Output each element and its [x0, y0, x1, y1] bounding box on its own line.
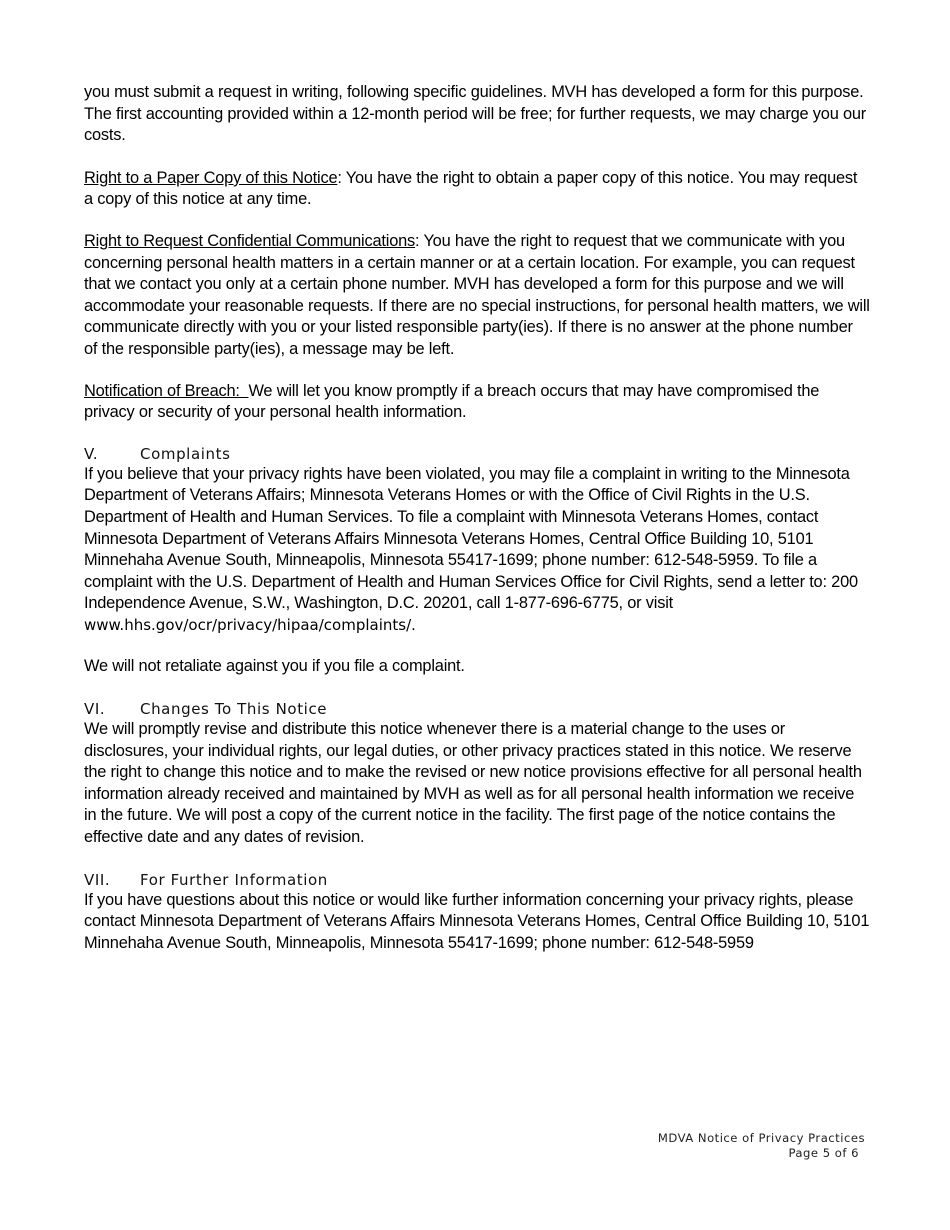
- paper-copy-text: : You have the right to obtain a paper copy of this notice. You may request a copy of this notice at any time.: [84, 168, 858, 209]
- section-title: Changes To This Notice: [140, 700, 328, 719]
- url-period: .: [411, 615, 416, 634]
- section-title: For Further Information: [140, 870, 328, 889]
- section-heading-changes: [84, 699, 870, 719]
- section-title: Complaints: [140, 444, 231, 463]
- changes-paragraph: [84, 719, 870, 849]
- page-number: Page 5 of 6: [788, 1146, 859, 1160]
- breach-paragraph: [84, 381, 870, 424]
- complaints-text: If you believe that your privacy rights have been violated, you may file a complaint in writing to the Minnesota Department of Veterans Affairs; Minnesota Veterans Homes or with the Office of Civil Rights in the U.S. Department of Health and Human Services. To file a complaint with Minnesota Veterans Homes, contact Minnesota Department of Veterans Affairs Minnesota Veterans Homes, Central Office Building 10, 5101 Minnehaha Avenue South, Minneapolis, Minnesota 55417-1699; phone number: 612-548-5959. To file a complaint with the U.S. Department of Health and Human Services Office for Civil Rights, send a letter to: 200 Independence Avenue, S.W., Washington, D.C. 20201, call 1-877-696-6775, or visit: [84, 464, 858, 613]
- retaliation-text: We will not retaliate against you if you file a complaint.: [84, 657, 465, 676]
- breach-text: We will let you know promptly if a breach occurs that may have compromised the privacy or security of your personal health information.: [84, 381, 820, 422]
- confidential-heading: Right to Request Confidential Communications: [84, 231, 416, 250]
- confidential-text: : You have the right to request that we communicate with you concerning personal health matters in a certain manner or at a certain location. For example, you can request that we contact you only at a certain phone number. MVH has developed a form for this purpose and we will accommodate your reasonable requests. If there are no special instructions, for personal health matters, we will communicate directly with you or your listed responsible party(ies). If there is no answer at the phone number of the responsible party(ies), a message may be left.: [84, 231, 870, 358]
- document-body: [84, 82, 870, 974]
- page-footer: [658, 1131, 865, 1161]
- section-number: VI.: [84, 700, 106, 719]
- intro-paragraph: [84, 82, 870, 147]
- section-number: V.: [84, 444, 99, 463]
- further-information-text: If you have questions about this notice or would like further information concerning your privacy rights, please contact Minnesota Department of Veterans Affairs Minnesota Veterans Homes, Central Office Building 10, 5101 Minnehaha Avenue South, Minneapolis, Minnesota 55417-1699; phone number: 612-548-5959: [84, 890, 870, 952]
- confidential-paragraph: [84, 231, 870, 361]
- section-heading-complaints: [84, 444, 870, 464]
- footer-title: MDVA Notice of Privacy Practices: [657, 1131, 865, 1145]
- breach-heading: Notification of Breach:: [84, 381, 249, 400]
- paper-copy-paragraph: [84, 168, 870, 211]
- complaints-paragraph: [84, 464, 870, 637]
- intro-text: you must submit a request in writing, following specific guidelines. MVH has developed a form for this purpose. The first accounting provided within a 12-month period will be free; for further requests, we may charge you our costs.: [84, 83, 867, 145]
- further-information-paragraph: [84, 890, 870, 955]
- section-number: VII.: [84, 870, 111, 889]
- paper-copy-heading: Right to a Paper Copy of this Notice: [84, 168, 338, 187]
- section-heading-further-information: [84, 870, 870, 890]
- hhs-complaints-url: www.hhs.gov/ocr/privacy/hipaa/complaints/: [84, 615, 412, 634]
- changes-text: We will promptly revise and distribute this notice whenever there is a material change to the uses or disclosures, your individual rights, our legal duties, or other privacy practices stated in this notice. We reserve the right to change this notice and to make the revised or new notice provisions effective for all personal health information already received and maintained by MVH as well as for all personal health information we receive in the future. We will post a copy of the current notice in the facility. The first page of the notice contains the effective date and any dates of revision.: [84, 720, 862, 847]
- retaliation-paragraph: [84, 656, 870, 678]
